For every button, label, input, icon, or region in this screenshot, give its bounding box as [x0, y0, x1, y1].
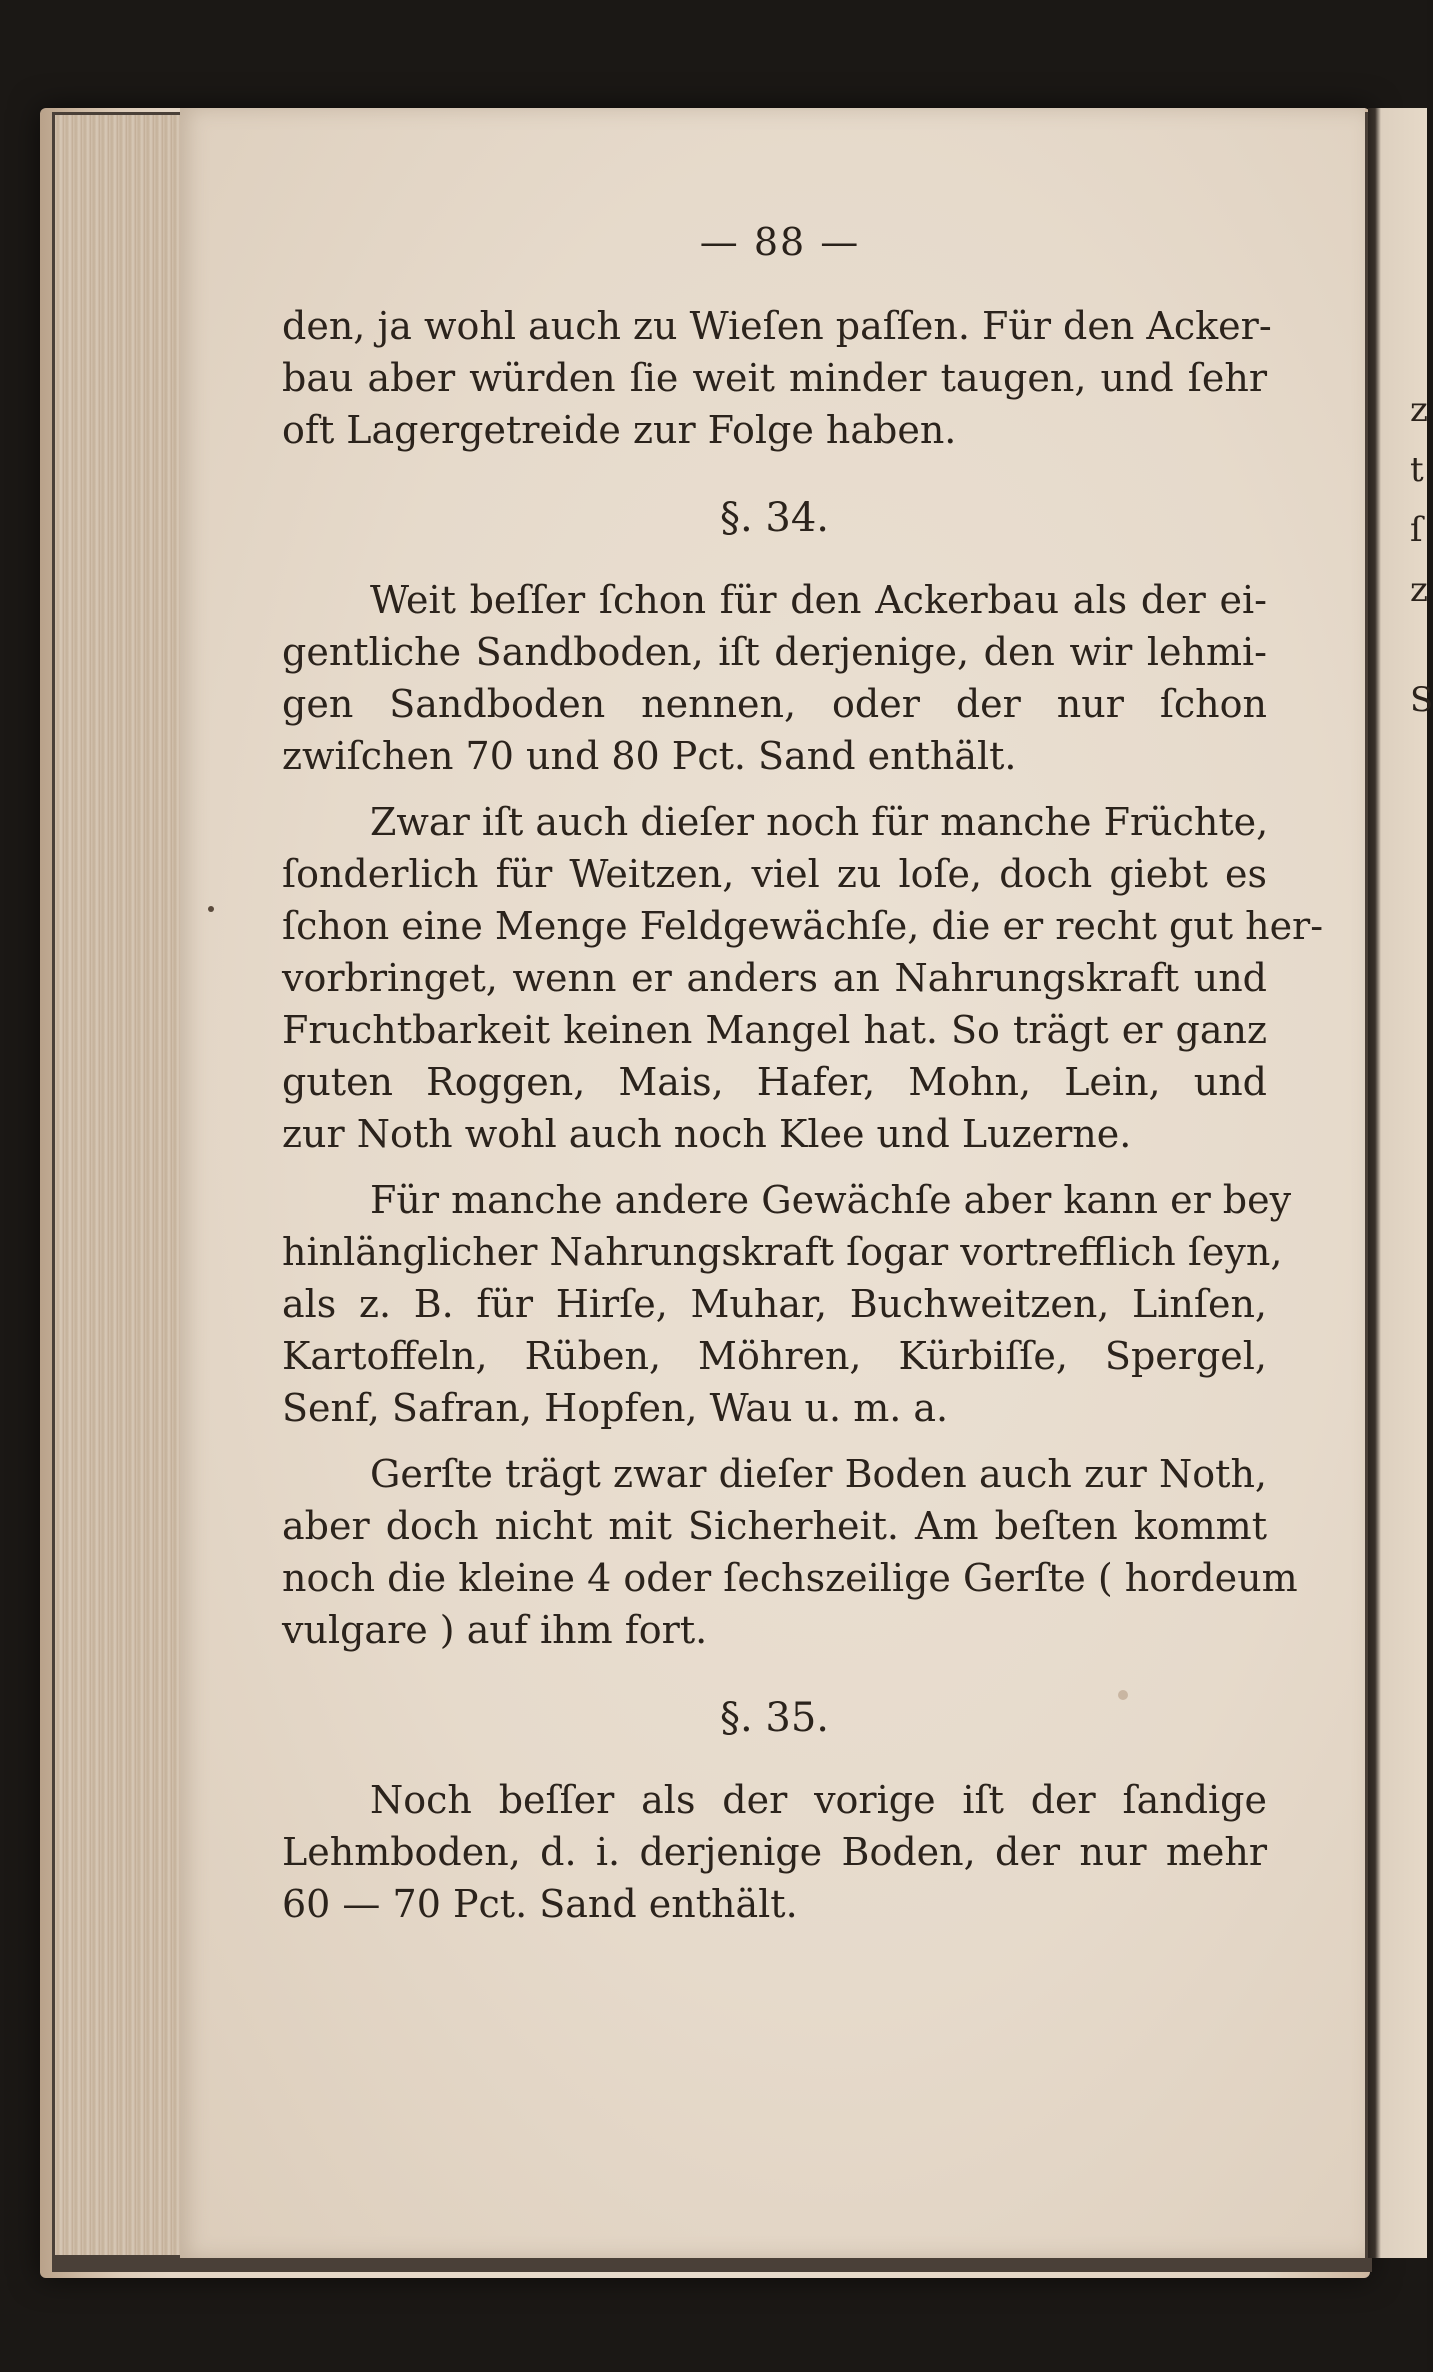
page-number: — 88 —	[699, 220, 861, 264]
text-line: Senf, Safran, Hopfen, Wau u. m. a.	[282, 1386, 949, 1430]
text-line: hinlänglicher Nahrungskraft ſogar vortrefflich ſeyn,	[282, 1230, 1283, 1274]
page-text	[282, 300, 1324, 1930]
text-line: zur Noth wohl auch noch Klee und Luzerne.	[282, 1112, 1132, 1156]
text-line: ſonderlich für Weitzen, viel zu loſe, doch giebt es	[282, 852, 1267, 896]
text-line: zwiſchen 70 und 80 Pct. Sand enthält.	[282, 734, 1017, 778]
paper-speck	[208, 906, 214, 912]
text-line: Für manche andere Gewächſe aber kann er bey	[370, 1178, 1292, 1222]
text-line: als z. B. für Hirſe, Muhar, Buchweitzen, Linſen,	[282, 1282, 1267, 1326]
left-page-stack	[55, 115, 185, 2255]
facing-glyph: z	[1410, 570, 1428, 610]
text-line: noch die kleine 4 oder ſechszeilige Gerſte ( hordeum	[282, 1556, 1298, 1600]
text-line: Gerſte trägt zwar dieſer Boden auch zur Noth,	[370, 1452, 1267, 1496]
text-line: Noch beſſer als der vorige iſt der ſandige	[370, 1778, 1267, 1822]
text-line: vorbringet, wenn er anders an Nahrungskraft und	[282, 956, 1267, 1000]
facing-glyph: z	[1410, 390, 1428, 430]
text-line: Kartoffeln, Rüben, Möhren, Kürbiſſe, Spergel,	[282, 1334, 1267, 1378]
text-line: ſchon eine Menge Feldgewächſe, die er recht gut her-	[282, 904, 1324, 948]
facing-page-glyphs	[1410, 380, 1433, 730]
text-line: gen Sandboden nennen, oder der nur ſchon	[282, 682, 1267, 726]
facing-glyph: S	[1410, 680, 1433, 720]
text-line: vulgare ) auf ihm fort.	[282, 1608, 708, 1652]
text-line: 60 — 70 Pct. Sand enthält.	[282, 1882, 798, 1926]
text-line: bau aber würden ſie weit minder taugen, und ſehr	[282, 356, 1267, 400]
facing-glyph: t	[1410, 450, 1424, 490]
text-line: guten Roggen, Mais, Hafer, Mohn, Lein, und	[282, 1060, 1267, 1104]
section-heading: §. 35.	[719, 1695, 830, 1741]
text-line: Fruchtbarkeit keinen Mangel hat. So trägt er ganz	[282, 1008, 1267, 1052]
text-line: Zwar iſt auch dieſer noch für manche Früchte,	[370, 800, 1269, 844]
text-line: den, ja wohl auch zu Wieſen paſſen. Für den Acker-	[282, 304, 1272, 348]
text-line: oft Lagergetreide zur Folge haben.	[282, 408, 957, 452]
section-heading: §. 34.	[719, 495, 830, 541]
text-line: gentliche Sandboden, iſt derjenige, den wir lehmi-	[282, 630, 1267, 674]
text-line: aber doch nicht mit Sicherheit. Am beſten kommt	[282, 1504, 1267, 1548]
paper-stain	[1118, 1690, 1128, 1700]
text-line: Lehmboden, d. i. derjenige Boden, der nur mehr	[282, 1830, 1267, 1874]
facing-glyph: ſ	[1410, 510, 1423, 550]
text-line: Weit beſſer ſchon für den Ackerbau als der ei-	[370, 578, 1267, 622]
